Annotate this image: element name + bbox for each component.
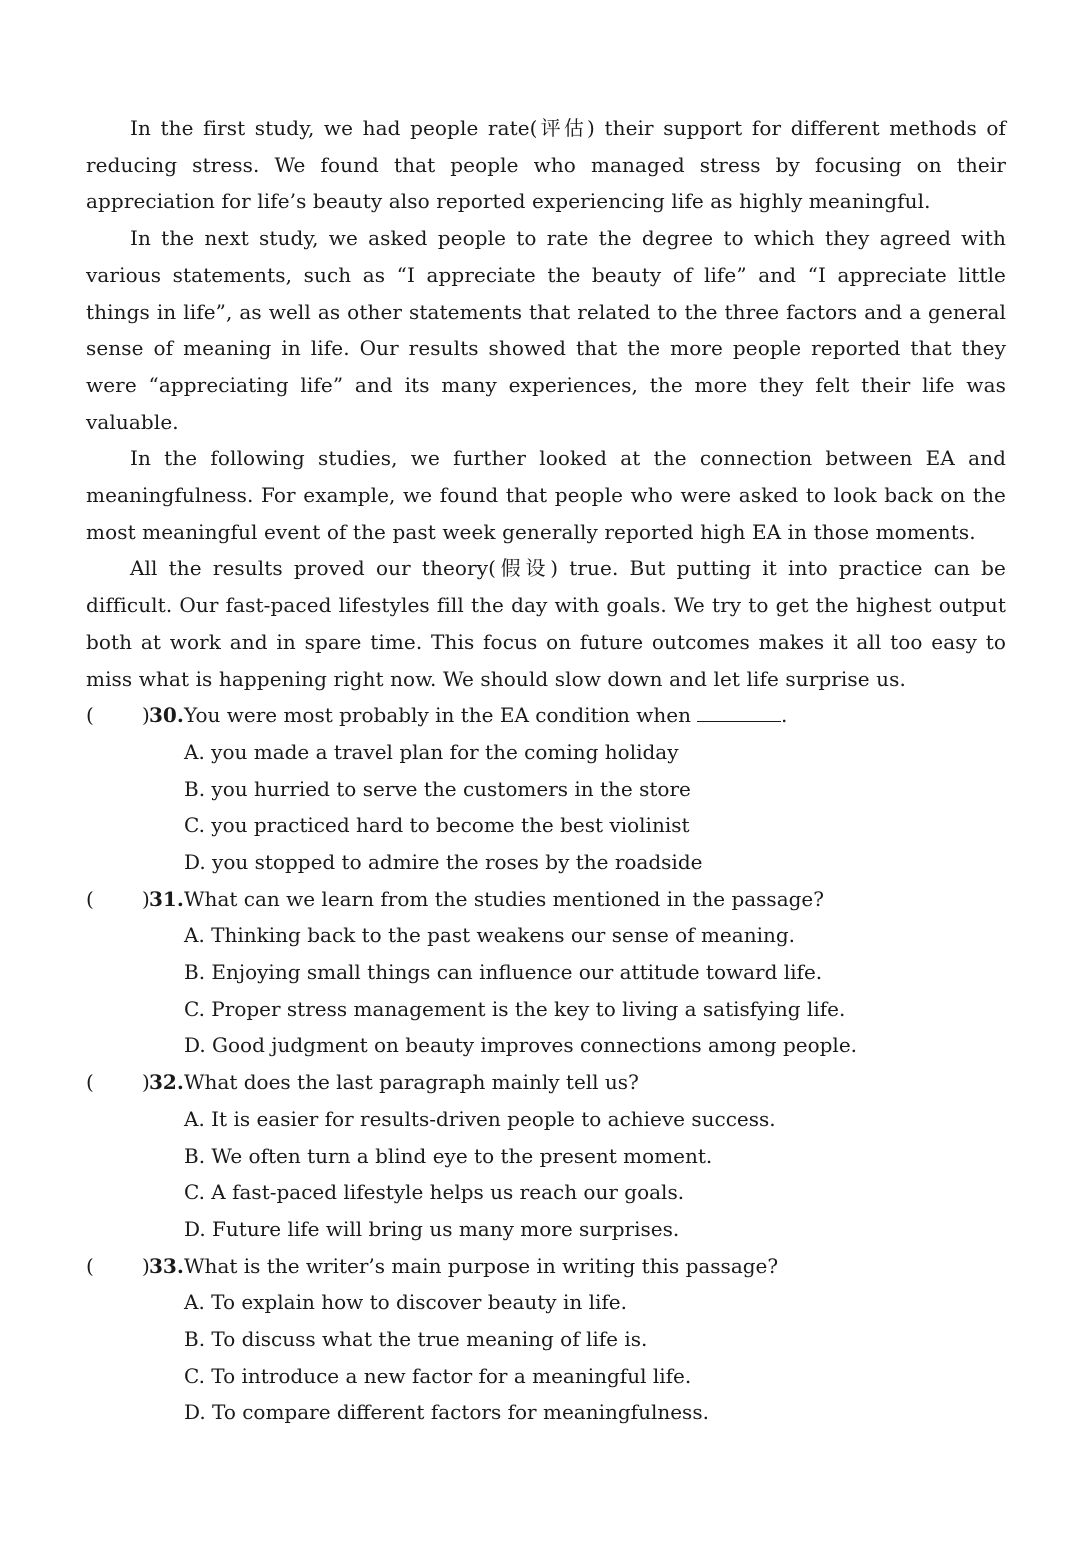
passage-paragraph-1: In the first study, we had people rate(评估) their support for different methods of reducing stress. We found that people who managed stress by focusing on their appreciation for life’s beauty also reported experiencing life as highly meaningful.: [86, 116, 1006, 214]
option-a: A. It is easier for results-driven people to achieve success.: [184, 1106, 776, 1131]
question-text: [184, 697, 787, 734]
answer-paren-close: ): [142, 1253, 150, 1278]
question-stem: [86, 881, 1006, 918]
option-c: C. A fast-paced lifestyle helps us reach our goals.: [184, 1180, 685, 1205]
question-number: 30.: [149, 703, 184, 728]
option-b: B. To discuss what the true meaning of life is.: [184, 1326, 648, 1351]
option-c: C. you practiced hard to become the best violinist: [184, 813, 690, 838]
option-b: B. Enjoying small things can influence our attitude toward life.: [184, 960, 823, 985]
option-d: D. Future life will bring us many more surprises.: [184, 1216, 680, 1241]
answer-blank: [697, 697, 781, 722]
option-d: D. To compare different factors for meaningfulness.: [184, 1400, 709, 1425]
passage-paragraph-4: All the results proved our theory(假设) true. But putting it into practice can be difficult. Our fast-paced lifestyles fill the day with goals. We try to get the highest output both at work and in spare time. This focus on future outcomes makes it all too easy to miss what is happening right now. We should slow down and let life surprise us.: [86, 556, 1006, 691]
passage-paragraph-3: In the following studies, we further looked at the connection between EA and meaningfulness. For example, we found that people who were asked to look back on the most meaningful event of the past week generally reported high EA in those moments.: [86, 446, 1006, 544]
question-list: [86, 697, 1006, 1431]
option-d: D. you stopped to admire the roses by the roadside: [184, 850, 703, 874]
option-b: B. We often turn a blind eye to the present moment.: [184, 1143, 713, 1168]
question-number: 31.: [149, 886, 184, 911]
answer-paren-open: (: [86, 886, 94, 911]
option-a: A. Thinking back to the past weakens our sense of meaning.: [184, 923, 796, 948]
question-number: 32.: [149, 1070, 184, 1095]
question-32: [86, 1064, 1006, 1247]
exam-page: [86, 110, 1006, 1431]
question-text: What does the last paragraph mainly tell us?: [184, 1070, 639, 1095]
question-text: What can we learn from the studies mentioned in the passage?: [184, 886, 824, 911]
answer-paren-open: (: [86, 703, 94, 728]
passage-paragraph-2: In the next study, we asked people to rate the degree to which they agreed with various statements, such as “I appreciate the beauty of life” and “I appreciate little things in life”, as well as other statements that related to the three factors and a general sense of meaning in life. Our results showed that the more people reported that they were “appreciating life” and its many experiences, the more they felt their life was valuable.: [86, 226, 1006, 434]
question-33: [86, 1248, 1006, 1431]
question-text: What is the writer’s main purpose in writing this passage?: [184, 1253, 779, 1278]
question-stem-text: You were most probably in the EA condition when: [184, 703, 692, 728]
answer-paren-open: (: [86, 1253, 94, 1278]
answer-paren-close: ): [142, 886, 150, 911]
question-stem: [86, 697, 1006, 734]
question-stem-end: .: [781, 703, 788, 728]
question-31: [86, 881, 1006, 1064]
question-30: [86, 697, 1006, 880]
question-number: 33.: [149, 1253, 184, 1278]
answer-paren-open: (: [86, 1070, 94, 1095]
option-c: C. Proper stress management is the key to living a satisfying life.: [184, 996, 846, 1021]
option-a: A. To explain how to discover beauty in life.: [184, 1290, 627, 1315]
reading-passage: [86, 110, 1006, 697]
answer-paren-close: ): [142, 703, 150, 728]
option-d: D. Good judgment on beauty improves connections among people.: [184, 1033, 858, 1058]
option-c: C. To introduce a new factor for a meaningful life.: [184, 1363, 692, 1388]
option-a: A. you made a travel plan for the coming holiday: [184, 739, 679, 764]
option-b: B. you hurried to serve the customers in the store: [184, 776, 691, 801]
question-stem: [86, 1248, 1006, 1285]
question-stem: [86, 1064, 1006, 1101]
answer-paren-close: ): [142, 1070, 150, 1095]
